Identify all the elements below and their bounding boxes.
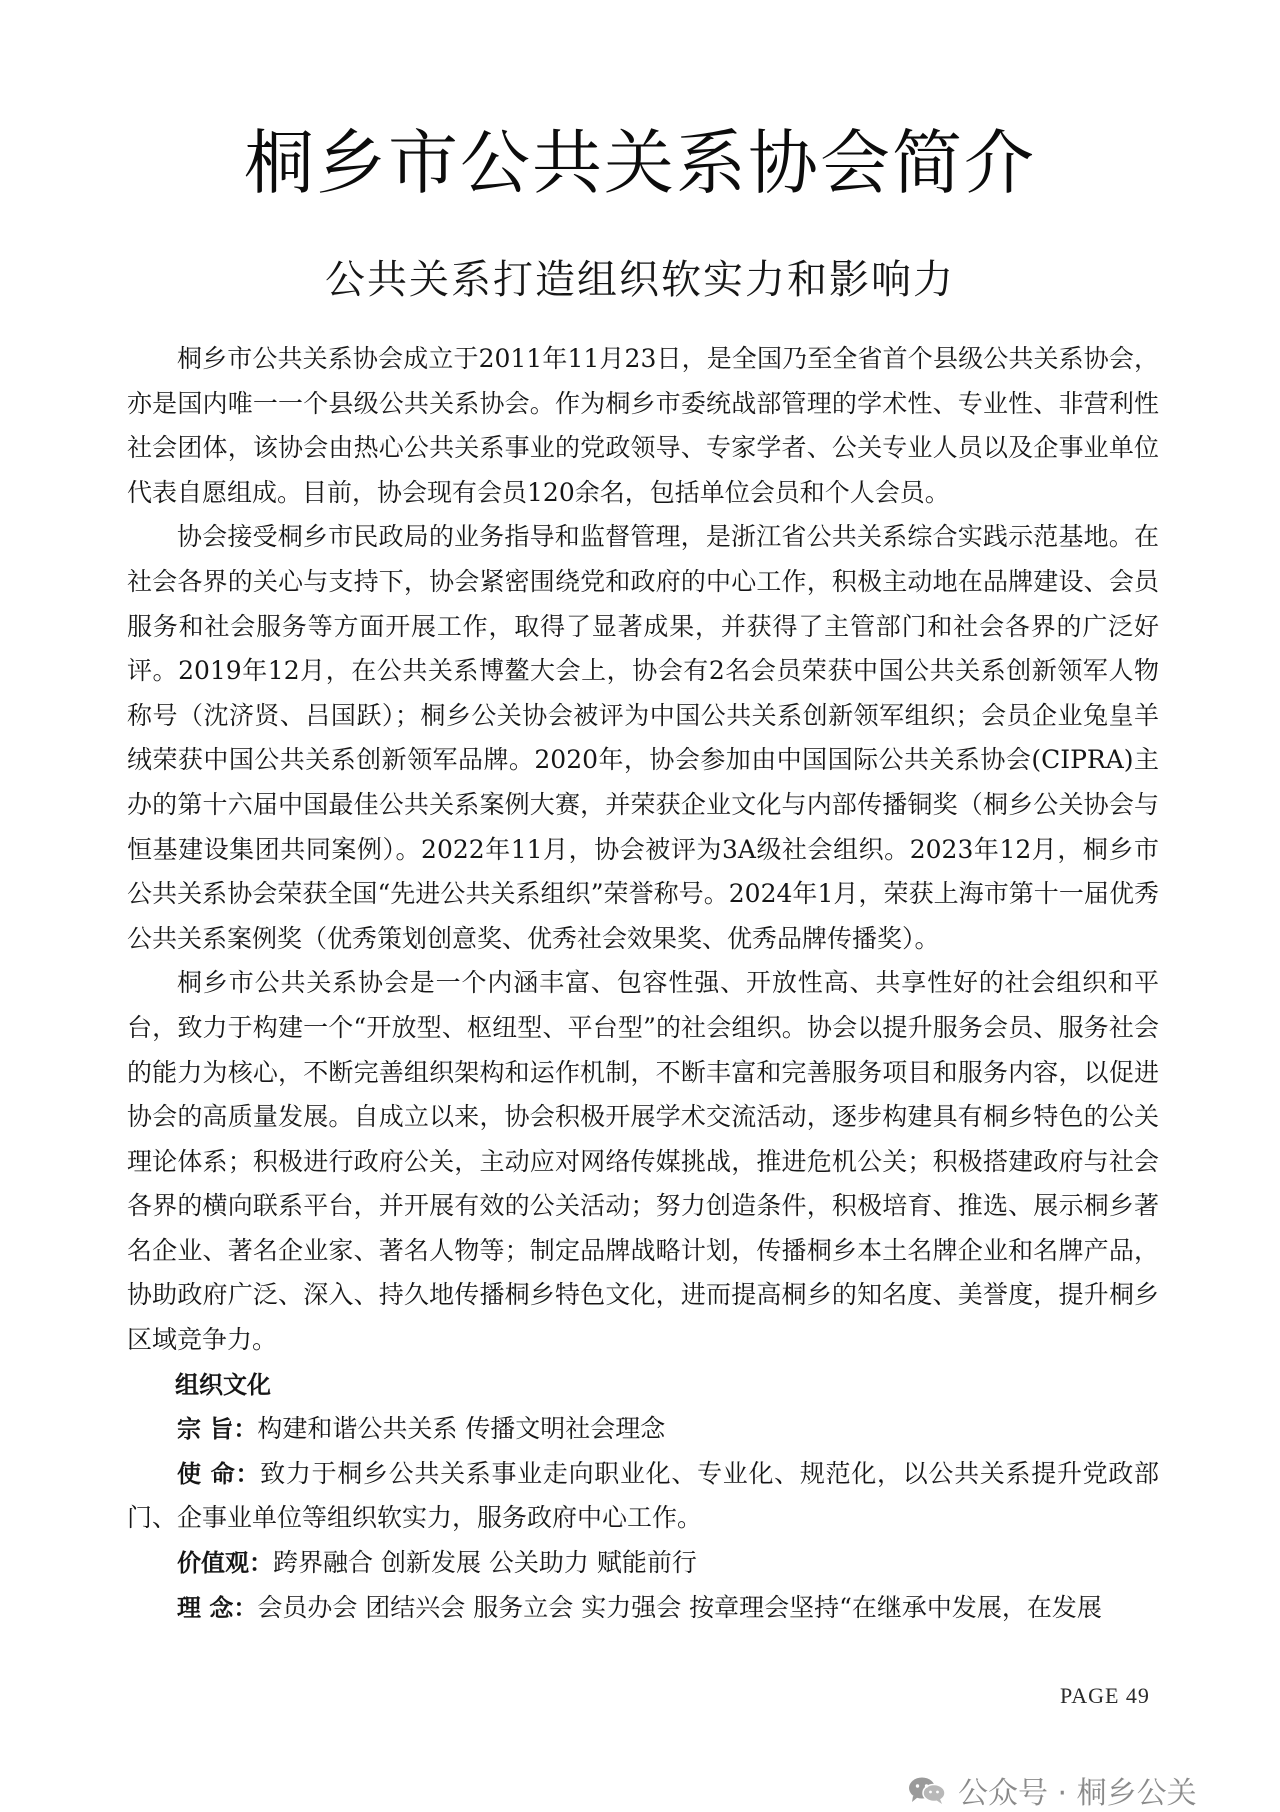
culture-item-key: 使 命： bbox=[177, 1459, 261, 1488]
paragraph: 桐乡市公共关系协会是一个内涵丰富、包容性强、开放性高、共享性好的社会组织和平台，致力于构建一个“开放型、枢纽型、平台型”的社会组织。协会以提升服务会员、服务社会的能力为核心，不断完善组织架构和运作机制，不断丰富和完善服务项目和服务内容，以促进协会的高质量发展。自成立以来，协会积极开展学术交流活动，逐步构建具有桐乡特色的公关理论体系；积极进行政府公关，主动应对网络传媒挑战，推进危机公关；积极搭建政府与社会各界的横向联系平台，并开展有效的公关活动；努力创造条件，积极培育、推选、展示桐乡著名企业、著名企业家、著名人物等；制定品牌战略计划，传播桐乡本土名牌企业和名牌产品，协助政府广泛、深入、持久地传播桐乡特色文化，进而提高桐乡的知名度、美誉度，提升桐乡区域竞争力。 bbox=[127, 968, 1159, 1355]
culture-item-value: 构建和谐公共关系 传播文明社会理念 bbox=[257, 1414, 666, 1444]
culture-item-value: 跨界融合 创新发展 公关助力 赋能前行 bbox=[273, 1548, 697, 1578]
culture-item-purpose bbox=[127, 1407, 1159, 1452]
culture-item-key: 宗 旨： bbox=[177, 1415, 258, 1444]
page-number: PAGE 49 bbox=[1060, 1683, 1150, 1708]
document-title: 桐乡市公共关系协会简介 bbox=[244, 122, 1036, 204]
culture-item-values bbox=[127, 1541, 1159, 1586]
culture-item-mission bbox=[127, 1452, 1159, 1541]
culture-item-key: 价值观： bbox=[177, 1549, 273, 1578]
paragraph: 协会接受桐乡市民政局的业务指导和监督管理，是浙江省公共关系综合实践示范基地。在社会各界的关心与支持下，协会紧密围绕党和政府的中心工作，积极主动地在品牌建设、会员服务和社会服务等方面开展工作，取得了显著成果，并获得了主管部门和社会各界的广泛好评。2019年12月，在公共关系博鳌大会上，协会有2名会员荣获中国公共关系创新领军人物称号（沈济贤、吕国跃）；桐乡公关协会被评为中国公共关系创新领军组织；会员企业兔皇羊绒荣获中国公共关系创新领军品牌。2020年，协会参加由中国国际公共关系协会(CIPRA)主办的第十六届中国最佳公共关系案例大赛，并荣获企业文化与内部传播铜奖（桐乡公关协会与恒基建设集团共同案例）。2022年11月，协会被评为3A级社会组织。2023年12月，桐乡市公共关系协会荣获全国“先进公共关系组织”荣誉称号。2024年1月，荣获上海市第十一届优秀公共关系案例奖（优秀策划创意奖、优秀社会效果奖、优秀品牌传播奖）。 bbox=[127, 522, 1159, 953]
watermark bbox=[906, 1768, 1197, 1812]
culture-item-key: 理 念： bbox=[177, 1593, 258, 1622]
wechat-icon bbox=[906, 1775, 948, 1805]
culture-item-value: 会员办会 团结兴会 服务立会 实力强会 按章理会坚持“在继承中发展，在发展 bbox=[257, 1592, 1102, 1622]
culture-heading: 组织文化 bbox=[175, 1370, 271, 1399]
paragraph: 桐乡市公共关系协会成立于2011年11月23日，是全国乃至全省首个县级公共关系协会，亦是国内唯一一个县级公共关系协会。作为桐乡市委统战部管理的学术性、专业性、非营利性社会团体，该协会由热心公共关系事业的党政领导、专家学者、公关专业人员以及企事业单位代表自愿组成。目前，协会现有会员120余名，包括单位会员和个人会员。 bbox=[127, 344, 1159, 507]
document-body bbox=[127, 337, 1159, 1630]
culture-item-philosophy bbox=[127, 1586, 1159, 1631]
watermark-text: 公众号 · 桐乡公关 bbox=[958, 1776, 1197, 1811]
culture-item-value: 致力于桐乡公共关系事业走向职业化、专业化、规范化，以公共关系提升党政部门、企事业单位等组织软实力，服务政府中心工作。 bbox=[127, 1458, 1159, 1533]
document-subtitle: 公共关系打造组织软实力和影响力 bbox=[325, 257, 955, 303]
